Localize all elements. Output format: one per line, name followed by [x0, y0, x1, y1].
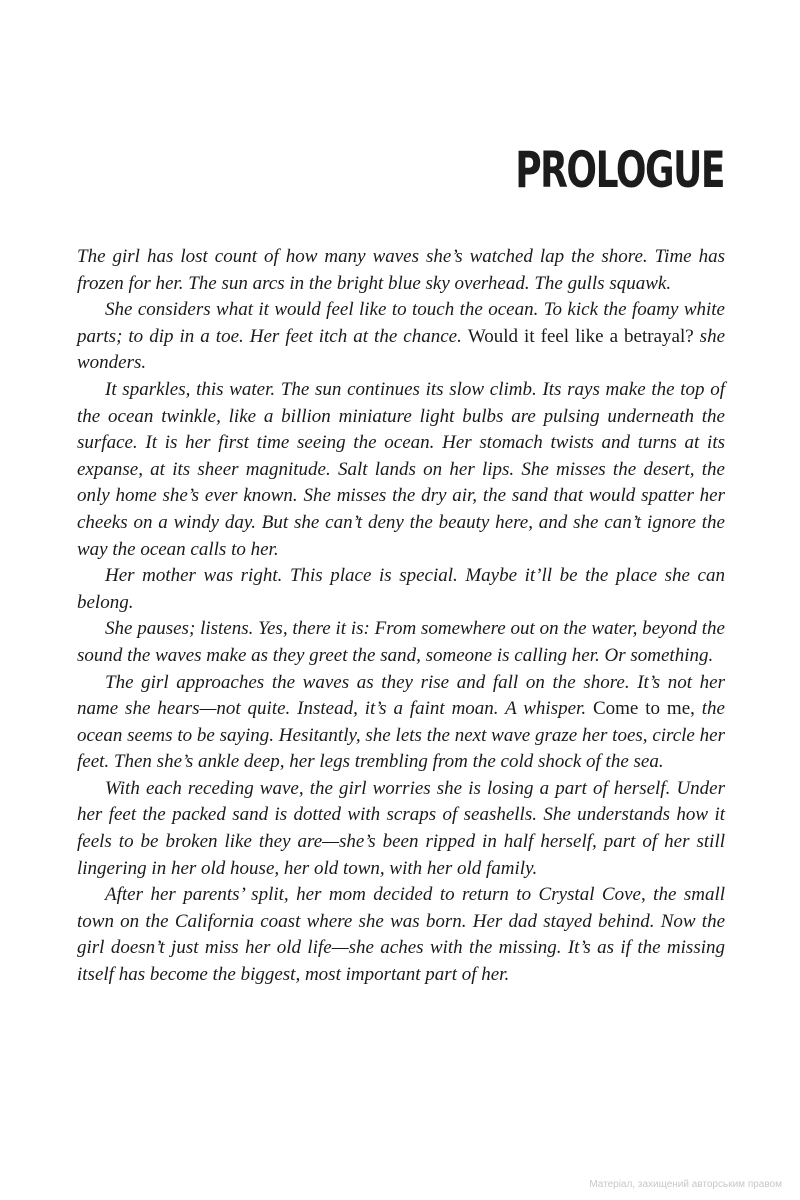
paragraph-6-part-2: the ocean seems to be saying. Hesitantly, she lets the next wave graze her toes, circle her feet. Then she’s ankle deep, her legs trembling from the cold shock of the sea.: [77, 698, 725, 773]
copyright-watermark: Матеріал, захищений авторським правом: [589, 1179, 782, 1190]
paragraph-3: It sparkles, this water. The sun continues its slow climb. Its rays make the top of the ocean twinkle, like a billion miniature light bulbs are pulsing underneath the surface. It is her first time seeing the ocean. Her stomach twists and turns at its expanse, at its sheer magnitude. Salt lands on her lips. She misses the desert, the only home she’s ever known. She misses the dry air, the sand that would spatter her cheeks on a windy day. But she can’t deny the beauty here, and she can’t ignore the way the ocean calls to her.: [77, 378, 725, 560]
paragraph-8: After her parents’ split, her mom decided to return to Crystal Cove, the small town on the California coast where she was born. Her dad stayed behind. Now the girl doesn’t just miss her old life—she aches with the missing. It’s as if the missing itself has become the biggest, most important part of her.: [77, 884, 725, 986]
paragraph-4: Her mother was right. This place is special. Maybe it’ll be the place she can belong.: [77, 565, 725, 613]
paragraph-6-part-1: The girl approaches the waves as they rise and fall on the shore. It’s not her name she hears—not quite. Instead, it’s a faint moan. A whisper.: [77, 671, 725, 720]
paragraph-2-emphasis: Would it feel like a betrayal?: [467, 325, 694, 347]
paragraph-5: She pauses; listens. Yes, there it is: From somewhere out on the water, beyond the sound the waves make as they greet the sand, someone is calling her. Or something.: [77, 618, 725, 666]
paragraph-6-emphasis: Come to me,: [592, 698, 695, 720]
paragraph-2-part-2: she wonders.: [77, 325, 726, 374]
paragraph-2-part-1: She considers what it would feel like to touch the ocean. To kick the foamy white parts; to dip in a toe. Her feet itch at the chance.: [77, 299, 725, 347]
paragraph-1: The girl has lost count of how many waves she’s watched lap the shore. Time has frozen for her. The sun arcs in the bright blue sky overhead. The gulls squawk.: [77, 246, 725, 294]
paragraph-6: [77, 670, 725, 776]
chapter-heading: PROLOGUE: [515, 141, 724, 199]
paragraph-7: With each receding wave, the girl worries she is losing a part of herself. Under her feet the packed sand is dotted with scraps of seashells. She understands how it feels to be broken like they are—she’s been ripped in half herself, part of her still lingering in her old house, her old town, with her old family.: [77, 777, 725, 879]
paragraph-2: [77, 297, 725, 377]
prologue-text: [77, 244, 725, 989]
